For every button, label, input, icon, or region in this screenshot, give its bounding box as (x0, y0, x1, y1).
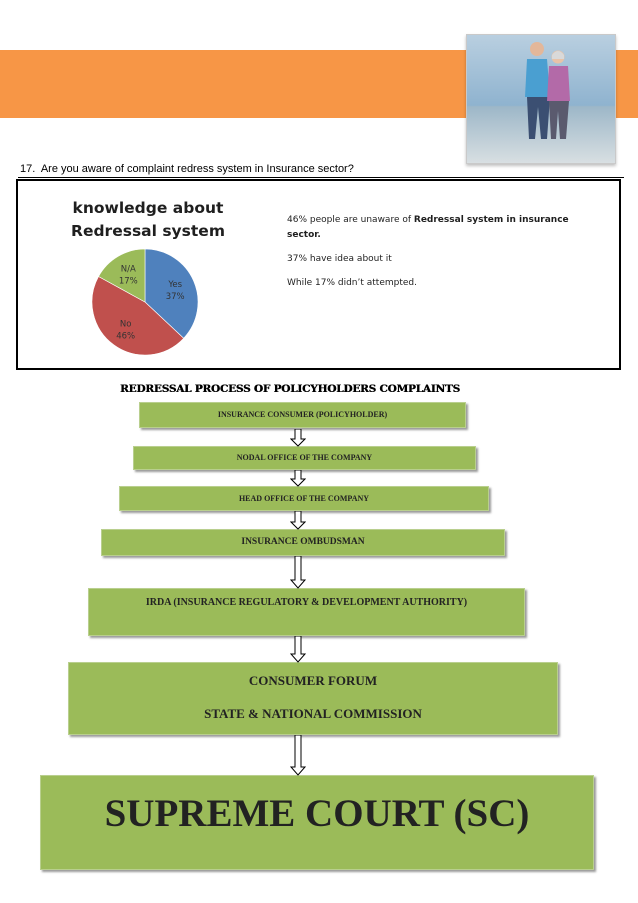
pie-label-no-value: 46% (116, 331, 136, 342)
finding-1 (287, 213, 587, 243)
finding-2: 37% have idea about it (287, 254, 392, 264)
pie-chart (92, 249, 232, 359)
step-insurance-ombudsman-label: INSURANCE OMBUDSMAN (241, 537, 365, 547)
step-consumer-forum (68, 662, 558, 735)
step-consumer-forum-label: CONSUMER FORUM (248, 673, 378, 688)
step-supreme-court (40, 775, 594, 870)
pie-label-yes-value: 37% (165, 291, 185, 302)
down-arrow-icon (290, 429, 306, 447)
flowchart-title: REDRESSAL PROCESS OF POLICYHOLDERS COMPLAINTS (120, 383, 460, 395)
finding-1-text: 46% people are unaware of (287, 215, 414, 225)
question-divider (18, 177, 624, 178)
chart-title (68, 197, 228, 243)
chart-title-line-2: Redressal system (71, 222, 225, 240)
step-supreme-court-label: SUPREME COURT (SC) (104, 792, 530, 835)
down-arrow-icon (290, 511, 306, 530)
step-nodal-office (133, 446, 476, 470)
step-head-office-label: HEAD OFFICE OF THE COMPANY (238, 494, 370, 503)
findings-text (287, 213, 587, 291)
finding-1-bold: Redressal system in insurance sector. (287, 215, 569, 240)
down-arrow-icon (290, 470, 306, 487)
pie-label-na-name: N/A (120, 264, 136, 275)
step-nodal-office-label: NODAL OFFICE OF THE COMPANY (236, 453, 373, 462)
step-insurance-ombudsman (101, 529, 505, 556)
down-arrow-icon (290, 735, 306, 776)
pie-label-na-value: 17% (118, 276, 138, 287)
beach-couple-illustration (467, 35, 615, 163)
survey-result-box (16, 179, 621, 370)
step-insurance-consumer-label: INSURANCE CONSUMER (POLICYHOLDER) (217, 410, 388, 419)
chart-title-line-1: knowledge about (72, 199, 224, 217)
step-insurance-consumer (139, 402, 466, 428)
survey-question (20, 163, 354, 175)
finding-3: While 17% didn’t attempted. (287, 278, 417, 288)
question-text: Are you aware of complaint redress system in Insurance sector? (40, 163, 354, 175)
pie-label-yes-name: Yes (168, 279, 183, 290)
step-irda (88, 588, 525, 636)
step-commission-label: STATE & NATIONAL COMMISSION (204, 706, 422, 721)
down-arrow-icon (290, 636, 306, 663)
step-head-office (119, 486, 489, 511)
pie-label-no-name: No (119, 319, 132, 330)
step-irda-label: IRDA (INSURANCE REGULATORY & DEVELOPMENT AUTHORITY) (145, 597, 468, 608)
question-number: 17. (20, 163, 36, 175)
elderly-couple-photo (466, 34, 616, 164)
down-arrow-icon (290, 556, 306, 589)
